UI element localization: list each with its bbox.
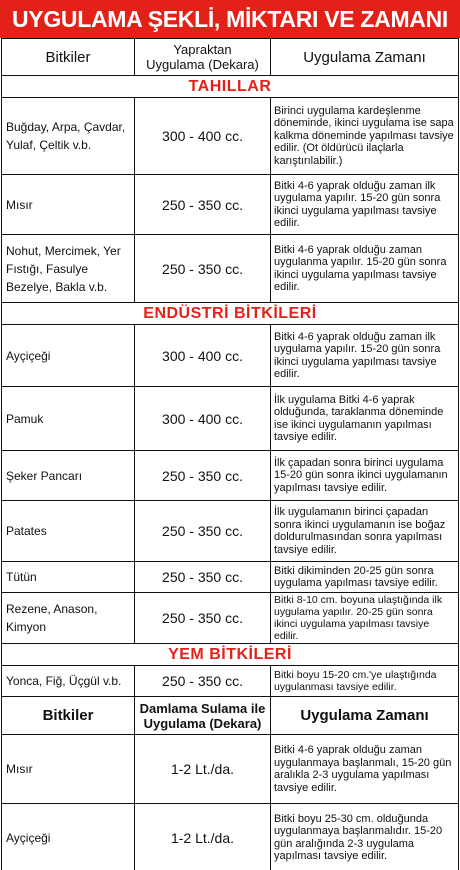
dose-cell: 250 - 350 cc. xyxy=(135,451,271,501)
section-title: TAHILLAR xyxy=(2,76,459,98)
timing-cell: Bitki 4-6 yaprak olduğu zaman ilk uygulama yapılır. 15-20 gün sonra ikinci uygulama yapılması tavsiye edilir. xyxy=(271,325,459,387)
header-dose xyxy=(135,697,271,735)
timing-cell: Birinci uygulama kardeşlenme döneminde, ikinci uygulama ise sapa kalkma döneminde yapılması tavsiye edilir. (Ot öldürücü ilaçlarla karıştırılabilir.) xyxy=(271,98,459,175)
timing-cell: Bitki 8-10 cm. boyuna ulaştığında ilk uygulama yapılır. 20-25 gün sonra ikinci uygulama yapılması tavsiye edilir. xyxy=(271,593,459,644)
crop-cell: Rezene, Anason, Kimyon xyxy=(2,593,135,644)
table-row xyxy=(2,735,459,804)
table-row xyxy=(2,98,459,175)
crop-cell: Ayçiçeği xyxy=(2,804,135,870)
section-title: YEM BİTKİLERİ xyxy=(2,644,459,666)
dose-cell: 250 - 350 cc. xyxy=(135,501,271,562)
dose-cell: 250 - 350 cc. xyxy=(135,593,271,644)
dose-cell: 250 - 350 cc. xyxy=(135,562,271,593)
dose-cell: 1-2 Lt./da. xyxy=(135,804,271,870)
timing-cell: Bitki boyu 25-30 cm. olduğunda uygulanmaya başlanmalıdır. 15-20 gün aralığında 2-3 uygulama yapılması tavsiye edilir. xyxy=(271,804,459,870)
header-time: Uygulama Zamanı xyxy=(271,697,459,735)
crop-cell: Yonca, Fiğ, Üçgül v.b. xyxy=(2,666,135,697)
dose-cell: 300 - 400 cc. xyxy=(135,325,271,387)
timing-cell: Bitki 4-6 yaprak olduğu zaman ilk uygulama yapılır. 15-20 gün sonra ikinci uygulama yapılması tavsiye edilir. xyxy=(271,175,459,235)
timing-cell: Bitki 4-6 yaprak olduğu zaman uygulanma yapılır. 15-20 gün sonra ikinci uygulama yapılması tavsiye edilir. xyxy=(271,235,459,303)
table-row xyxy=(2,562,459,593)
table-row xyxy=(2,387,459,451)
crop-cell: Patates xyxy=(2,501,135,562)
crop-cell: Mısır xyxy=(2,735,135,804)
table-row xyxy=(2,666,459,697)
dose-cell: 250 - 350 cc. xyxy=(135,666,271,697)
table-row xyxy=(2,804,459,870)
table-header xyxy=(2,39,459,76)
table-header xyxy=(2,697,459,735)
header-dose-text: Damlama Sulama ile Uygulama (Dekara) xyxy=(139,700,266,731)
crop-cell: Pamuk xyxy=(2,387,135,451)
table-row xyxy=(2,325,459,387)
table-row xyxy=(2,175,459,235)
section-row xyxy=(2,644,459,666)
table-row xyxy=(2,235,459,303)
crop-cell: Tütün xyxy=(2,562,135,593)
header-crop: Bitkiler xyxy=(2,697,135,735)
dose-cell: 250 - 350 cc. xyxy=(135,175,271,235)
section-title: ENDÜSTRİ BİTKİLERİ xyxy=(2,303,459,325)
header-crop: Bitkiler xyxy=(2,39,135,76)
timing-cell: İlk çapadan sonra birinci uygulama 15-20 gün sonra ikinci uygulamanın yapılması tavsiye edilir. xyxy=(271,451,459,501)
application-table xyxy=(1,38,459,870)
table-row xyxy=(2,451,459,501)
dose-cell: 1-2 Lt./da. xyxy=(135,735,271,804)
timing-cell: Bitki boyu 15-20 cm.'ye ulaştığında uygulanması tavsiye edilir. xyxy=(271,666,459,697)
timing-cell: Bitki 4-6 yaprak olduğu zaman uygulanmaya başlanmalı, 15-20 gün aralıkla 2-3 uygulama yapılması tavsiye edilir. xyxy=(271,735,459,804)
section-row xyxy=(2,76,459,98)
crop-cell: Nohut, Mercimek, Yer Fıstığı, Fasulye Bezelye, Bakla v.b. xyxy=(2,235,135,303)
header-time: Uygulama Zamanı xyxy=(271,39,459,76)
header-dose xyxy=(135,39,271,76)
crop-cell: Şeker Pancarı xyxy=(2,451,135,501)
timing-cell: İlk uygulama Bitki 4-6 yaprak olduğunda, taraklanma döneminde ise ikinci uygulamanın yapılması tavsiye edilir. xyxy=(271,387,459,451)
timing-cell: Bitki dikiminden 20-25 gün sonra uygulama yapılması tavsiye edilir. xyxy=(271,562,459,593)
page-title: UYGULAMA ŞEKLİ, MİKTARI VE ZAMANI xyxy=(0,0,460,38)
dose-cell: 250 - 350 cc. xyxy=(135,235,271,303)
section-row xyxy=(2,303,459,325)
table-row xyxy=(2,593,459,644)
crop-cell: Ayçiçeği xyxy=(2,325,135,387)
crop-cell: Mısır xyxy=(2,175,135,235)
dose-cell: 300 - 400 cc. xyxy=(135,387,271,451)
dose-cell: 300 - 400 cc. xyxy=(135,98,271,175)
header-dose-text: Yapraktan Uygulama (Dekara) xyxy=(146,42,259,72)
timing-cell: İlk uygulamanın birinci çapadan sonra ikinci uygulamanın ise boğaz doldurulmasından sonra yapılması tavsiye edilir. xyxy=(271,501,459,562)
table-row xyxy=(2,501,459,562)
crop-cell: Buğday, Arpa, Çavdar, Yulaf, Çeltik v.b. xyxy=(2,98,135,175)
